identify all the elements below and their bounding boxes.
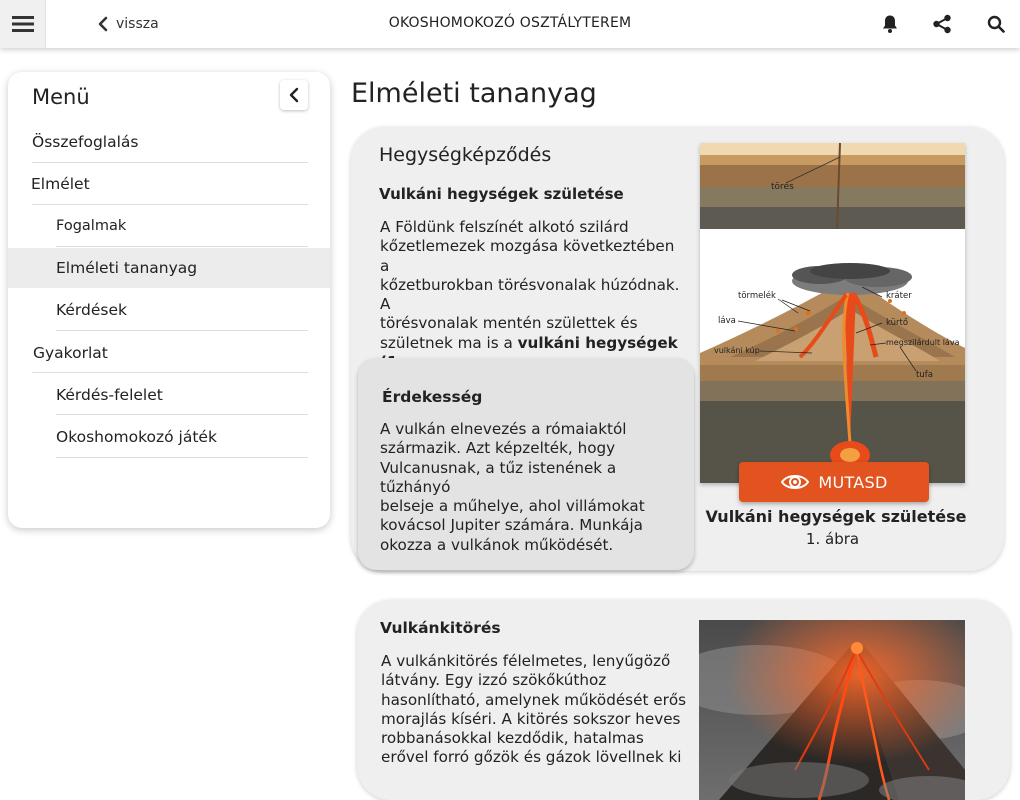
label-megszilardult-lava: megszilárdult láva: [886, 338, 960, 347]
label-lava: láva: [718, 316, 736, 326]
sidebar-item-kerdesek[interactable]: Kérdések: [56, 301, 127, 319]
sidebar-item-okoshomokozo-jatek[interactable]: Okoshomokozó játék: [56, 428, 217, 446]
text-line: robbanásokkal kezdődik, hatalmas: [381, 729, 644, 748]
text-line: kőzetlemezek mozgása következtében a: [380, 237, 675, 275]
page-title: Elméleti tananyag: [351, 78, 597, 109]
eye-icon: [780, 471, 810, 493]
divider: [56, 246, 308, 247]
content-card-vulkankitores: [357, 600, 1010, 800]
label-tufa: tufa: [916, 370, 933, 380]
sidebar-item-gyakorlat[interactable]: Gyakorlat: [33, 344, 108, 362]
sidebar-item-kerdes-felelet[interactable]: Kérdés-felelet: [56, 386, 163, 404]
eruption-photo-svg: [699, 620, 965, 800]
text-line: származik. Azt képzelték, hogy: [380, 439, 616, 458]
sidebar-item-elmelet[interactable]: Elmélet: [31, 175, 90, 193]
collapse-sidebar-button[interactable]: [280, 80, 308, 110]
divider: [56, 457, 308, 458]
app-title: OKOSHOMOKOZÓ OSZTÁLYTEREM: [388, 15, 632, 31]
top-bar: [0, 0, 1020, 48]
divider: [56, 330, 308, 331]
text-line: A vulkánkitörés félelmetes, lenyűgöző: [381, 652, 671, 670]
text-line: A vulkán elnevezés a rómaiaktól: [380, 420, 627, 438]
search-button[interactable]: [984, 12, 1008, 36]
label-tores: törés: [771, 182, 794, 192]
divider: [32, 162, 308, 163]
volcano-diagram: [700, 143, 965, 483]
card-paragraph: [381, 652, 691, 768]
back-label: vissza: [116, 16, 159, 32]
text-line: látvány. Egy izzó szökőkúthoz: [381, 671, 607, 690]
sidebar-item-osszefoglalas[interactable]: Összefoglalás: [32, 133, 139, 151]
text-line: kovácsol Jupiter számára. Munkája: [380, 516, 643, 535]
show-button-label: MUTASD: [818, 472, 888, 492]
fun-fact-text: [380, 420, 680, 555]
sidebar-item-fogalmak[interactable]: Fogalmak: [56, 218, 127, 234]
card-heading: Hegységképződés: [379, 144, 552, 166]
show-figure-button[interactable]: [739, 462, 929, 502]
notifications-button[interactable]: [878, 12, 902, 36]
text-line: kőzetburokban törésvonalak húzódnak. A: [380, 275, 680, 314]
label-krater: kráter: [886, 291, 912, 301]
text-span: születnek ma is a: [380, 333, 518, 352]
card-subheading: Vulkáni hegységek születése: [379, 185, 624, 203]
share-button[interactable]: [930, 12, 954, 36]
divider: [56, 414, 308, 415]
text-line: okozza a vulkánok működését.: [380, 535, 614, 554]
volcano-diagram-svg: [700, 143, 965, 483]
divider: [32, 204, 308, 205]
card-heading: Vulkánkitörés: [380, 619, 501, 637]
figure-number: 1. ábra: [805, 530, 860, 548]
fun-fact-title: Érdekesség: [382, 388, 483, 406]
hamburger-menu-button[interactable]: [0, 0, 46, 48]
text-line: A Földünk felszínét alkotó szilárd: [380, 218, 629, 236]
text-line: belseje a műhelye, ahol villámokat: [380, 497, 645, 516]
fun-fact-box: [358, 358, 694, 570]
back-link[interactable]: [98, 14, 159, 34]
text-line: törésvonalak mentén születtek és: [380, 314, 638, 333]
text-line: morajlás kíséri. A kitörés sokszor heves: [381, 709, 681, 728]
label-tormelek: törmelék: [738, 291, 776, 301]
share-icon: [932, 14, 952, 34]
chevron-left-icon: [289, 87, 299, 103]
text-line: Vulcanusnak, a tűz istenének a tűzhányó: [380, 458, 617, 496]
divider: [32, 372, 308, 373]
sidebar-menu: [8, 72, 330, 528]
chevron-left-icon: [98, 16, 108, 32]
content-card-hegysegkepzodes: [351, 127, 1004, 571]
bell-icon: [881, 14, 899, 34]
figure-reference: vulkáni hegységek: [517, 333, 678, 352]
figure-caption: Vulkáni hegységek születése: [705, 507, 967, 526]
text-line: hasonlítható, amelynek működését erős: [381, 690, 687, 709]
sidebar-item-elmeleti-tananyag[interactable]: Elméleti tananyag: [56, 259, 198, 277]
hamburger-icon: [12, 15, 34, 33]
search-icon: [987, 15, 1005, 33]
volcano-eruption-photo: [699, 620, 965, 800]
label-vulkani-kup: vulkáni kúp: [714, 346, 760, 355]
sidebar-title: Menü: [32, 85, 90, 109]
text-line: erővel forró gőzök és gázok lövellnek ki: [381, 748, 682, 767]
label-kurto: kürtő: [886, 318, 909, 328]
